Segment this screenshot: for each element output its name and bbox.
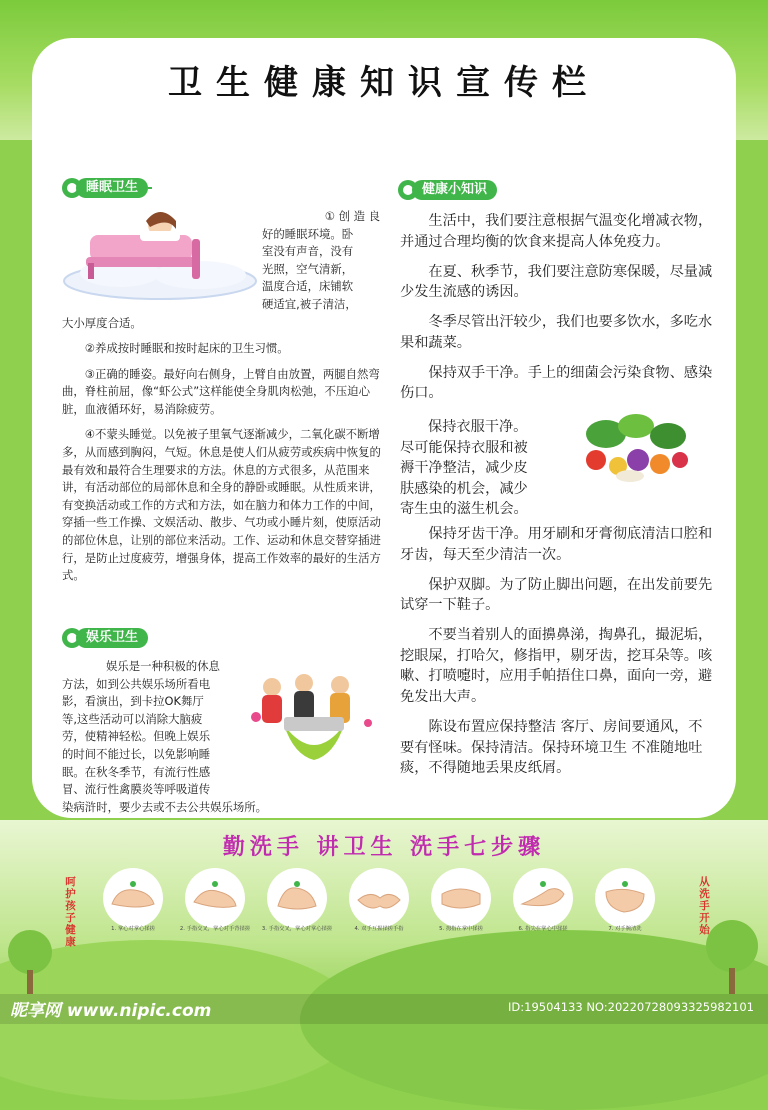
section-title: 睡眠卫生 [76,178,148,198]
handwash-step-caption: 7. 对手腕清洗 [608,926,642,932]
handwash-step-caption: 5. 拇指在掌中揉搓 [439,926,483,932]
entertainment-line: 劳，使精神轻松。但晚上娱乐 [62,729,211,744]
entertainment-line: 娱乐是一种积极的休息 [106,659,220,673]
hand-step-icon [272,880,322,916]
health-clothes-line: 肤感染的机会，减少 [400,480,528,497]
section-title: 健康小知识 [412,180,497,200]
section-tag-entertainment [62,628,148,648]
fruits-vegetables-illustration [576,408,694,486]
health-paragraphs [400,211,716,413]
sleep-intro [262,208,380,314]
sleep-intro-line: 温度合适，床铺软 [262,279,354,294]
hand-step-icon [190,880,240,916]
right-vertical-text: 从洗手开始 [699,876,710,936]
sleep-intro-line: ① 创 造 良 [324,209,380,223]
health-paragraph: 保持双手干净。手上的细菌会污染食物、感染伤口。 [400,364,713,402]
sleeping-girl-illustration [60,203,260,303]
entertainment-line: 眠。在秋冬季节，有流行性感 [62,764,211,779]
sleep-paragraph: ③正确的睡姿。最好向右侧身，上臂自由放置，两腿自然弯曲，脊柱前屈，像“虾公式”这样能使全身肌肉松弛，不压迫心脏，血液循环好，易消除疲劳。 [62,366,380,416]
section-title: 娱乐卫生 [76,628,148,648]
handwash-slogan: 勤洗手 讲卫生 洗手七步骤 [222,834,546,860]
handwash-step-caption: 3. 手指交叉，掌心对掌心揉搓 [261,926,333,932]
hand-step-icon [354,880,404,916]
watermark-logo: 昵享网 www.nipic.com [10,1001,212,1021]
handwash-step-caption: 1. 掌心对掌心揉搓 [111,926,155,932]
health-clothes-line: 寄生虫的滋生机会。 [400,501,528,518]
health-paragraph: 不要当着别人的面擤鼻涕，掏鼻孔，撮泥垢，挖眼屎，打哈欠，修指甲，剔牙齿，挖耳朵等。咳嗽、打喷嚏时，应用手帕捂住口鼻，面向一旁，避免发出大声。 [400,627,713,705]
sleep-intro-line: 硬适宜,被子清洁， [262,296,357,311]
watermark-id: ID:19504133 NO:20220728093325982101 [508,1000,754,1014]
handwash-step-caption: 2. 手指交叉，掌心对手背揉搓 [179,926,251,932]
health-paragraph: 在夏、秋季节，我们要注意防寒保暖，尽量减少发生流感的诱因。 [400,263,713,301]
sleep-paragraph: ②养成按时睡眠和按时起床的卫生习惯。 [84,341,289,355]
hand-step-icon [436,880,486,916]
sleep-intro-line: 好的睡眠环境。卧 [262,226,354,241]
entertainment-line: 等,这些活动可以消除大脑疲 [62,711,203,726]
health-clothes-line: 保持衣服干净。 [428,419,528,435]
handwash-step-caption: 4. 双手互握揉搓手指 [354,926,404,932]
sleep-paragraphs [62,340,382,585]
health-paragraph: 保护双脚。为了防止脚出问题，在出发前要先试穿一下鞋子。 [400,576,713,614]
sleep-intro-line: 室没有声音，没有 [262,244,354,259]
health-clothes-line: 尽可能保持衣服和被 [400,439,528,456]
handwash-step-caption: 6. 指尖在掌心中揉搓 [518,926,568,932]
entertainment-line: 方法，如到公共娱乐场所看电 [62,676,211,691]
health-paragraphs-2 [400,524,716,788]
health-paragraph: 陈设布置应保持整洁 客厅、房间要通风，不要有怪味。保持清洁。保持环境卫生 不准随地吐痰，不得随地丢果皮纸屑。 [400,718,703,777]
hand-step-icon [600,880,650,916]
entertainment-line: 冒、流行性禽膜炎等呼吸道传 [62,782,211,797]
left-vertical-text: 呵护孩子健康 [65,876,76,948]
page-title: 卫生健康知识宣传栏 [168,63,600,103]
sleep-paragraph: ④不蒙头睡觉。以免被子里氧气逐渐减少，二氧化碳不断增多，从而感到胸闷，气短。休息是使人们从疲劳或疾病中恢复的最有效和最符合生理要求的方法。休息的方式很多，从范围来讲，有活动部位的局部休息和全身的静卧或睡眠。从性质来讲，有变换活动或工作的方式和方法，如在脑力和体力工作的中间，穿插一些工作操、文娱活动、散步、气功或小睡片刻，使原活动的部位休息，让别的部位来活动。工作、运动和休息交替穿插进行，是防止过度疲劳，增强身体，提高工作效率的最好的生活方式。 [62,427,381,583]
sleep-intro-line: 光照，空气清新， [262,261,354,276]
section-tag-health [398,180,497,200]
health-paragraph: 冬季尽管出汗较少，我们也要多饮水，多吃水果和蔬菜。 [400,314,713,351]
karaoke-singers-illustration [244,665,380,765]
entertainment-line: 影，看演出，到卡拉OK舞厅 [62,694,204,709]
entertainment-line: 染病浒时，要少去或不去公共娱乐场所。 [62,799,268,814]
sleep-intro-tail: 大小厚度合适。 [62,316,142,330]
entertainment-line: 的时间不能过长，以免影响睡 [62,746,211,761]
section-tag-sleep [62,178,152,198]
health-paragraph: 保持牙齿干净。用牙刷和牙膏彻底清洁口腔和牙齿，每天至少清洁一次。 [400,526,713,563]
hand-step-icon [518,880,568,916]
health-paragraph: 生活中，我们要注意根据气温变化增减衣物，并通过合理均衡的饮食来提高人体免疫力。 [400,213,713,250]
health-clothes-line: 褥干净整洁，减少皮 [400,460,528,477]
health-clothes-text [400,417,580,520]
hand-step-icon [108,880,158,916]
